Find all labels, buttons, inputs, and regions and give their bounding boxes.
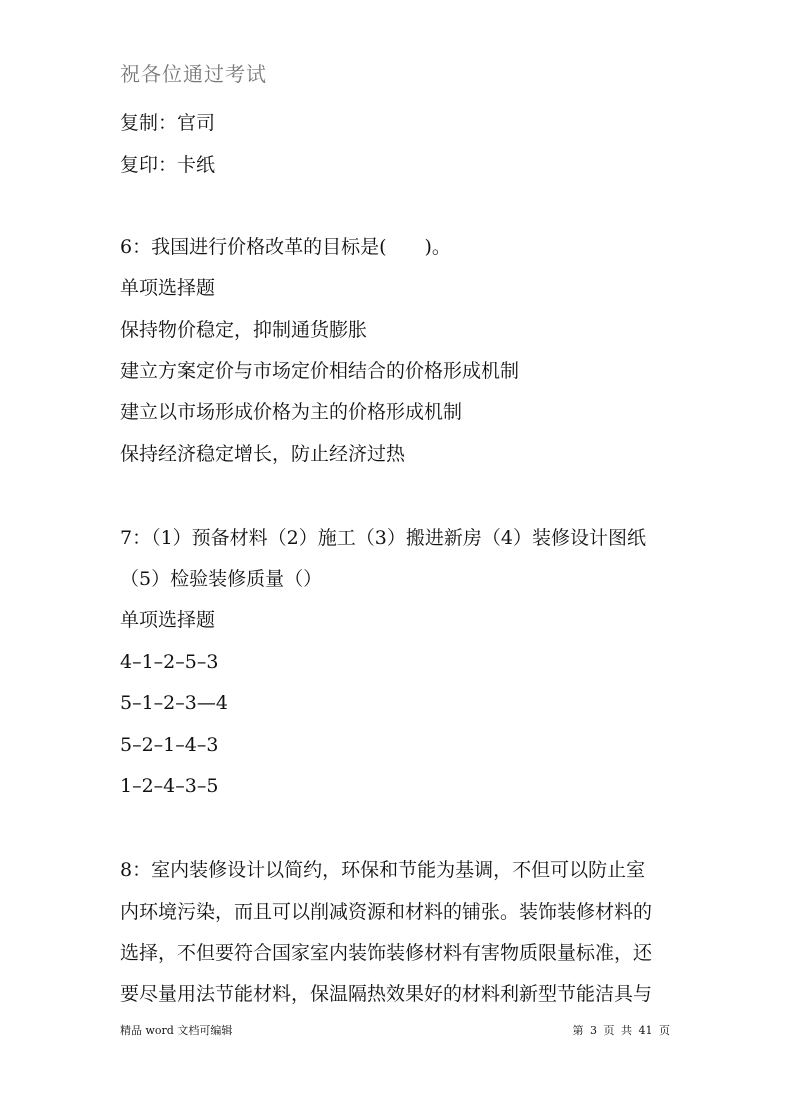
question-7-option-2: 5–1–2–3—4 xyxy=(120,692,228,714)
question-6-type: 单项选择题 xyxy=(120,277,216,299)
question-7-option-3: 5–2–1–4–3 xyxy=(120,734,219,756)
pair-line-1: 复制：官司 xyxy=(120,112,216,134)
question-6: 6：我国进行价格改革的目标是( )。 xyxy=(120,236,451,258)
question-7-line-2: （5）检验装修质量（） xyxy=(120,568,323,590)
question-8-line-1: 8：室内装修设计以简约，环保和节能为基调，不但可以防止室 xyxy=(120,859,646,881)
question-8-line-4: 要尽量用法节能材料，保温隔热效果好的材料利新型节能洁具与 xyxy=(120,983,653,1005)
question-6-option-2: 建立方案定价与市场定价相结合的价格形成机制 xyxy=(120,360,520,382)
question-7-type: 单项选择题 xyxy=(120,609,216,631)
pair-line-2: 复印：卡纸 xyxy=(120,154,216,176)
question-8-line-2: 内环境污染，而且可以削减资源和材料的铺张。装饰装修材料的 xyxy=(120,901,653,923)
question-7-option-1: 4–1–2–5–3 xyxy=(120,651,219,673)
question-7-line-1: 7：（1）预备材料（2）施工（3）搬进新房（4）装修设计图纸 xyxy=(120,527,646,549)
question-6-option-4: 保持经济稳定增长，防止经济过热 xyxy=(120,443,406,465)
question-8-line-3: 选择，不但要符合国家室内装饰装修材料有害物质限量标准，还 xyxy=(120,942,653,964)
question-6-option-1: 保持物价稳定，抑制通货膨胀 xyxy=(120,319,368,341)
page-number: 第 3 页 共 41 页 xyxy=(572,1024,670,1037)
page-header: 祝各位通过考试 xyxy=(120,62,267,86)
footer-note: 精品 word 文档可编辑 xyxy=(120,1024,233,1037)
question-7-option-4: 1–2–4–3–5 xyxy=(120,775,219,797)
question-6-option-3: 建立以市场形成价格为主的价格形成机制 xyxy=(120,401,463,423)
